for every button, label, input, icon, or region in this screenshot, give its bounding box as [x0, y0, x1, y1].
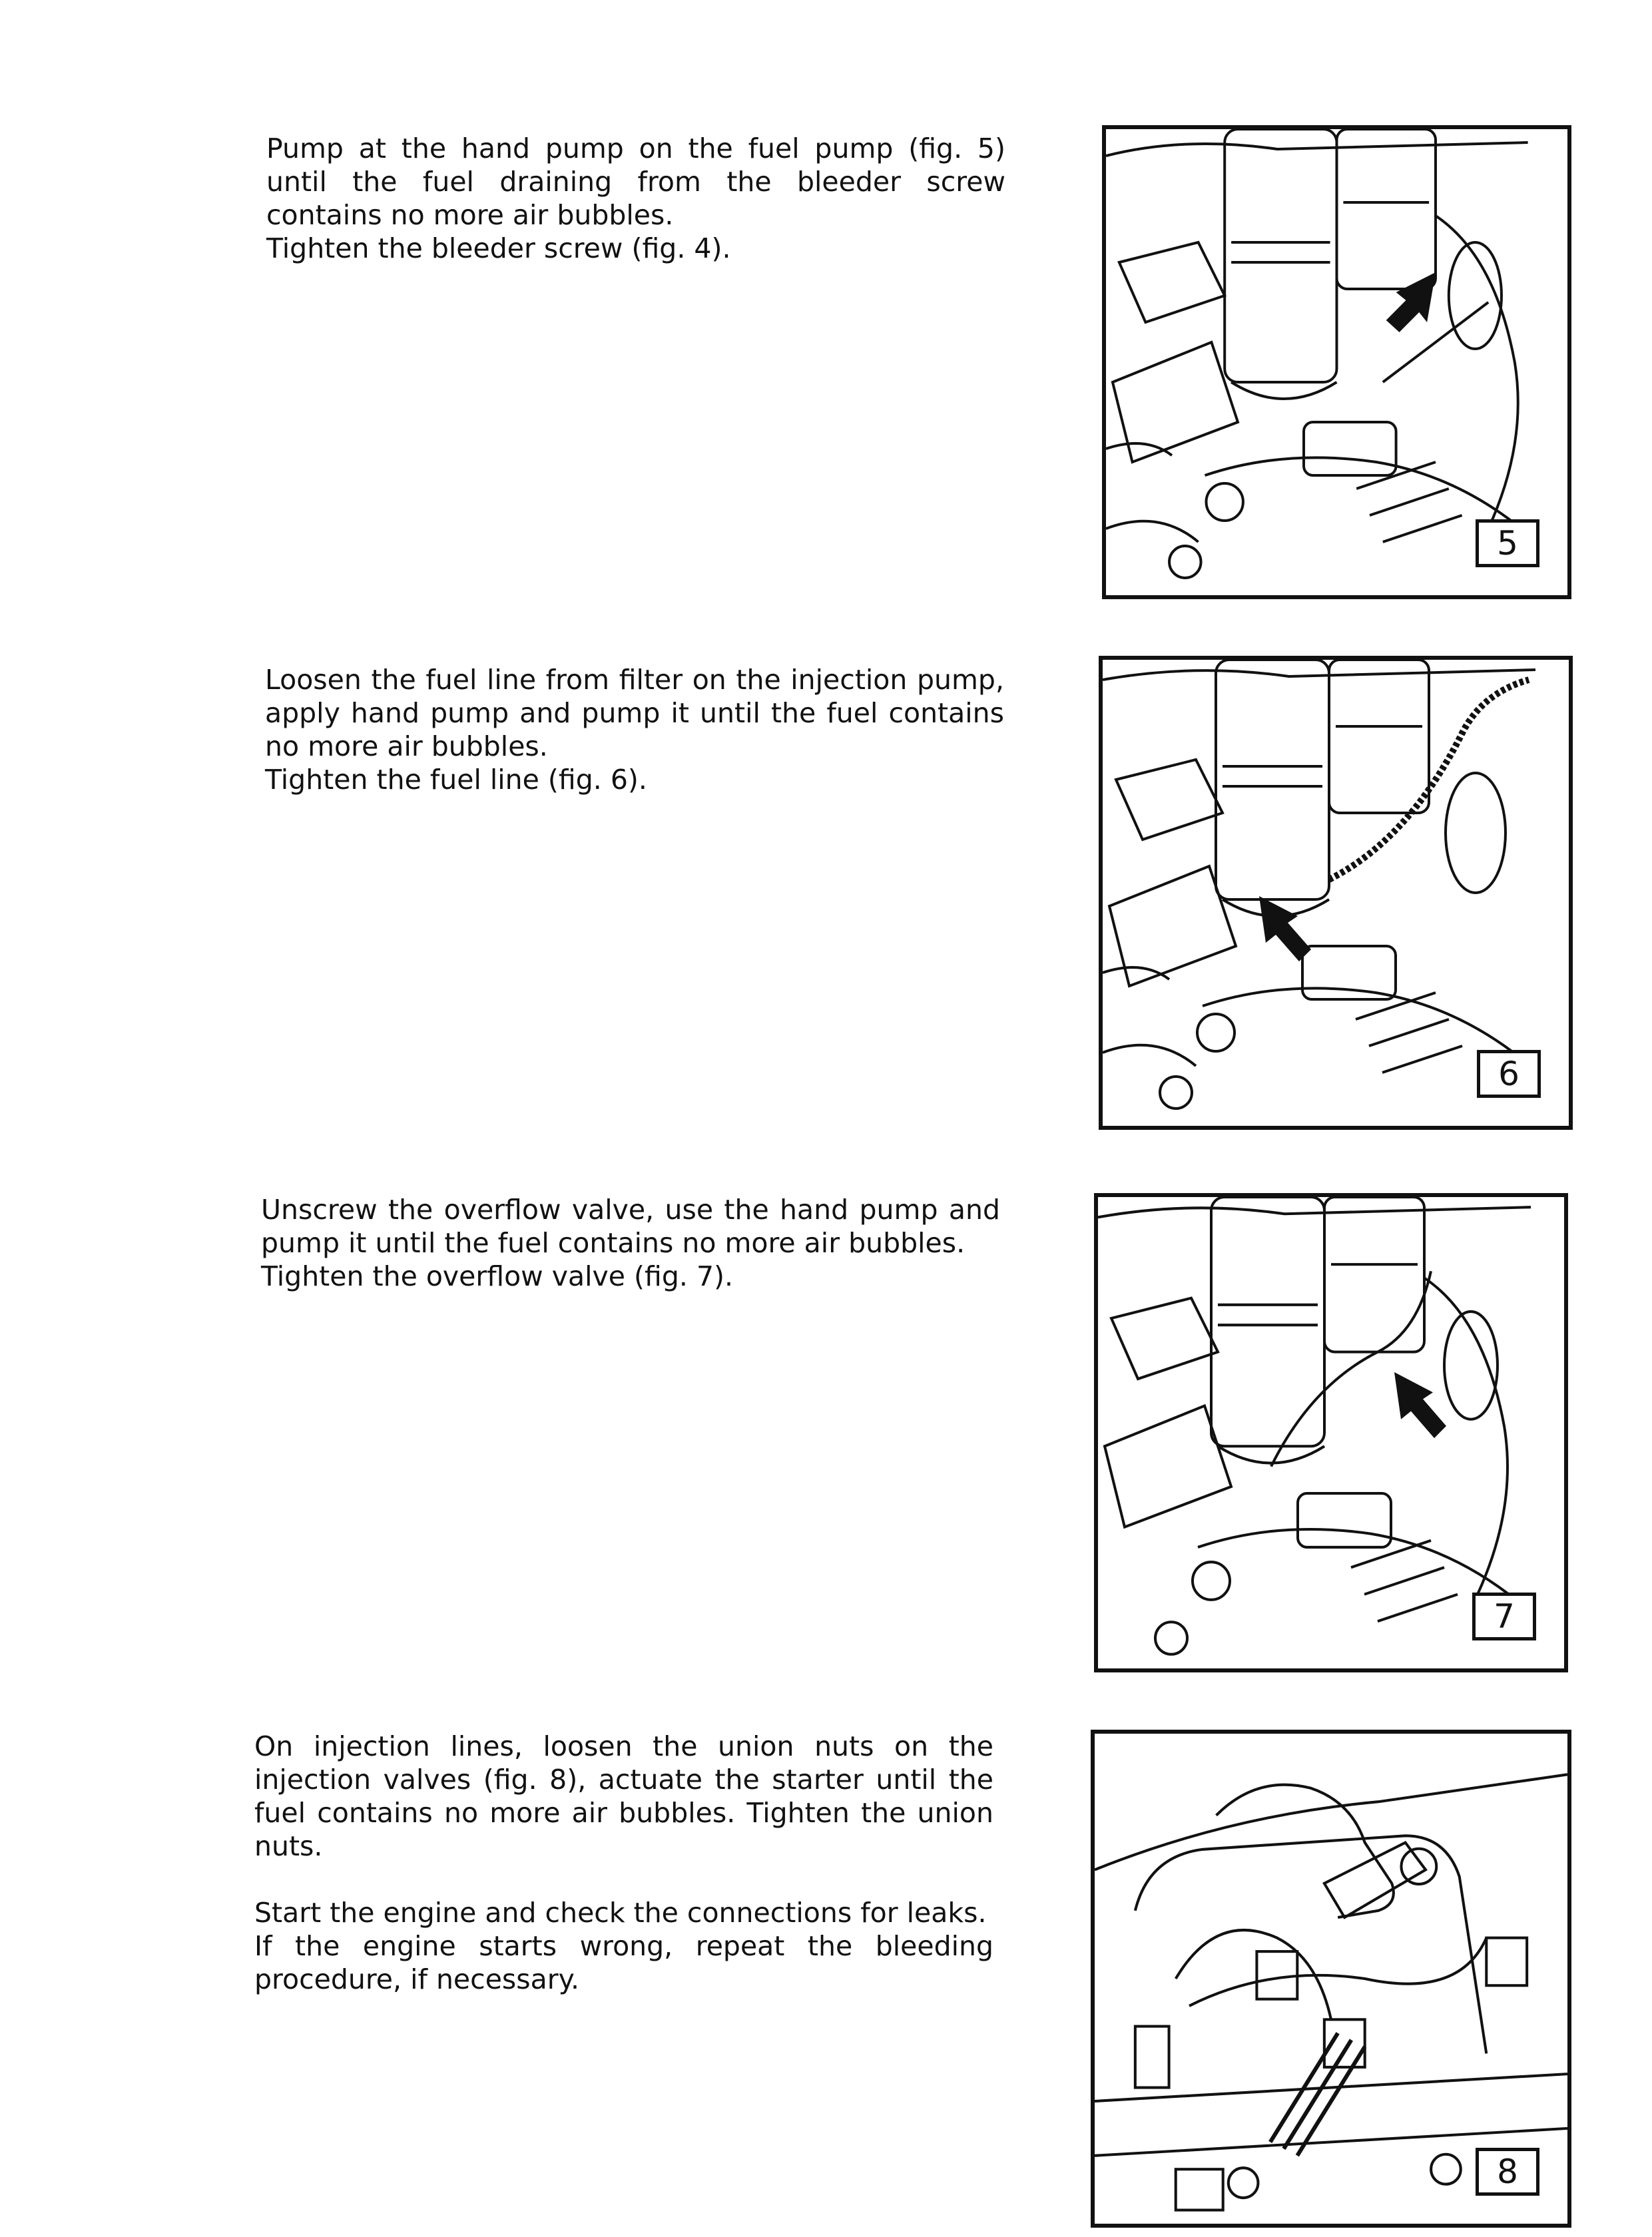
- figure-number: 5: [1476, 519, 1539, 567]
- step-5-paragraph: Pump at the hand pump on the fuel pump (fig. 5) until the fuel draining from the bleeder screw contains no more air bubbles.: [266, 132, 1005, 231]
- fuel-line-arrow-icon: [1259, 896, 1311, 961]
- step-5-text: [266, 132, 1005, 265]
- figure-6: [1099, 656, 1573, 1130]
- figure-number: 6: [1477, 1050, 1541, 1098]
- overflow-valve-arrow-icon: [1394, 1372, 1446, 1438]
- figure-5: [1102, 125, 1571, 599]
- step-6-paragraph: Loosen the fuel line from filter on the injection pump, apply hand pump and pump it until the fuel contains no more air bubbles.: [265, 664, 1004, 762]
- step-7-paragraph: Unscrew the overflow valve, use the hand pump and pump it until the fuel contains no more air bubbles.: [261, 1194, 1000, 1259]
- figure-8: [1091, 1730, 1571, 2228]
- step-8-paragraph: On injection lines, loosen the union nuts on the injection valves (fig. 8), actuate the starter until the fuel contains no more air bubbles. Tighten the union nuts.: [254, 1730, 993, 1862]
- step-8-text: [254, 1730, 993, 1996]
- step-7-text: [261, 1193, 1000, 1293]
- figure-number: 8: [1476, 2148, 1539, 2196]
- step-8-paragraph: If the engine starts wrong, repeat the bleeding procedure, if necessary.: [254, 1930, 993, 1995]
- step-6-paragraph: Tighten the fuel line (fig. 6).: [265, 764, 647, 796]
- step-5-paragraph: Tighten the bleeder screw (fig. 4).: [266, 232, 731, 264]
- figure-7: [1094, 1193, 1568, 1672]
- step-6-text: [265, 663, 1004, 796]
- step-8-paragraph: Start the engine and check the connections for leaks.: [254, 1897, 987, 1929]
- step-7-paragraph: Tighten the overflow valve (fig. 7).: [261, 1260, 734, 1292]
- bleeder-screw-arrow-icon: [1386, 272, 1436, 332]
- figure-number: 7: [1472, 1593, 1536, 1640]
